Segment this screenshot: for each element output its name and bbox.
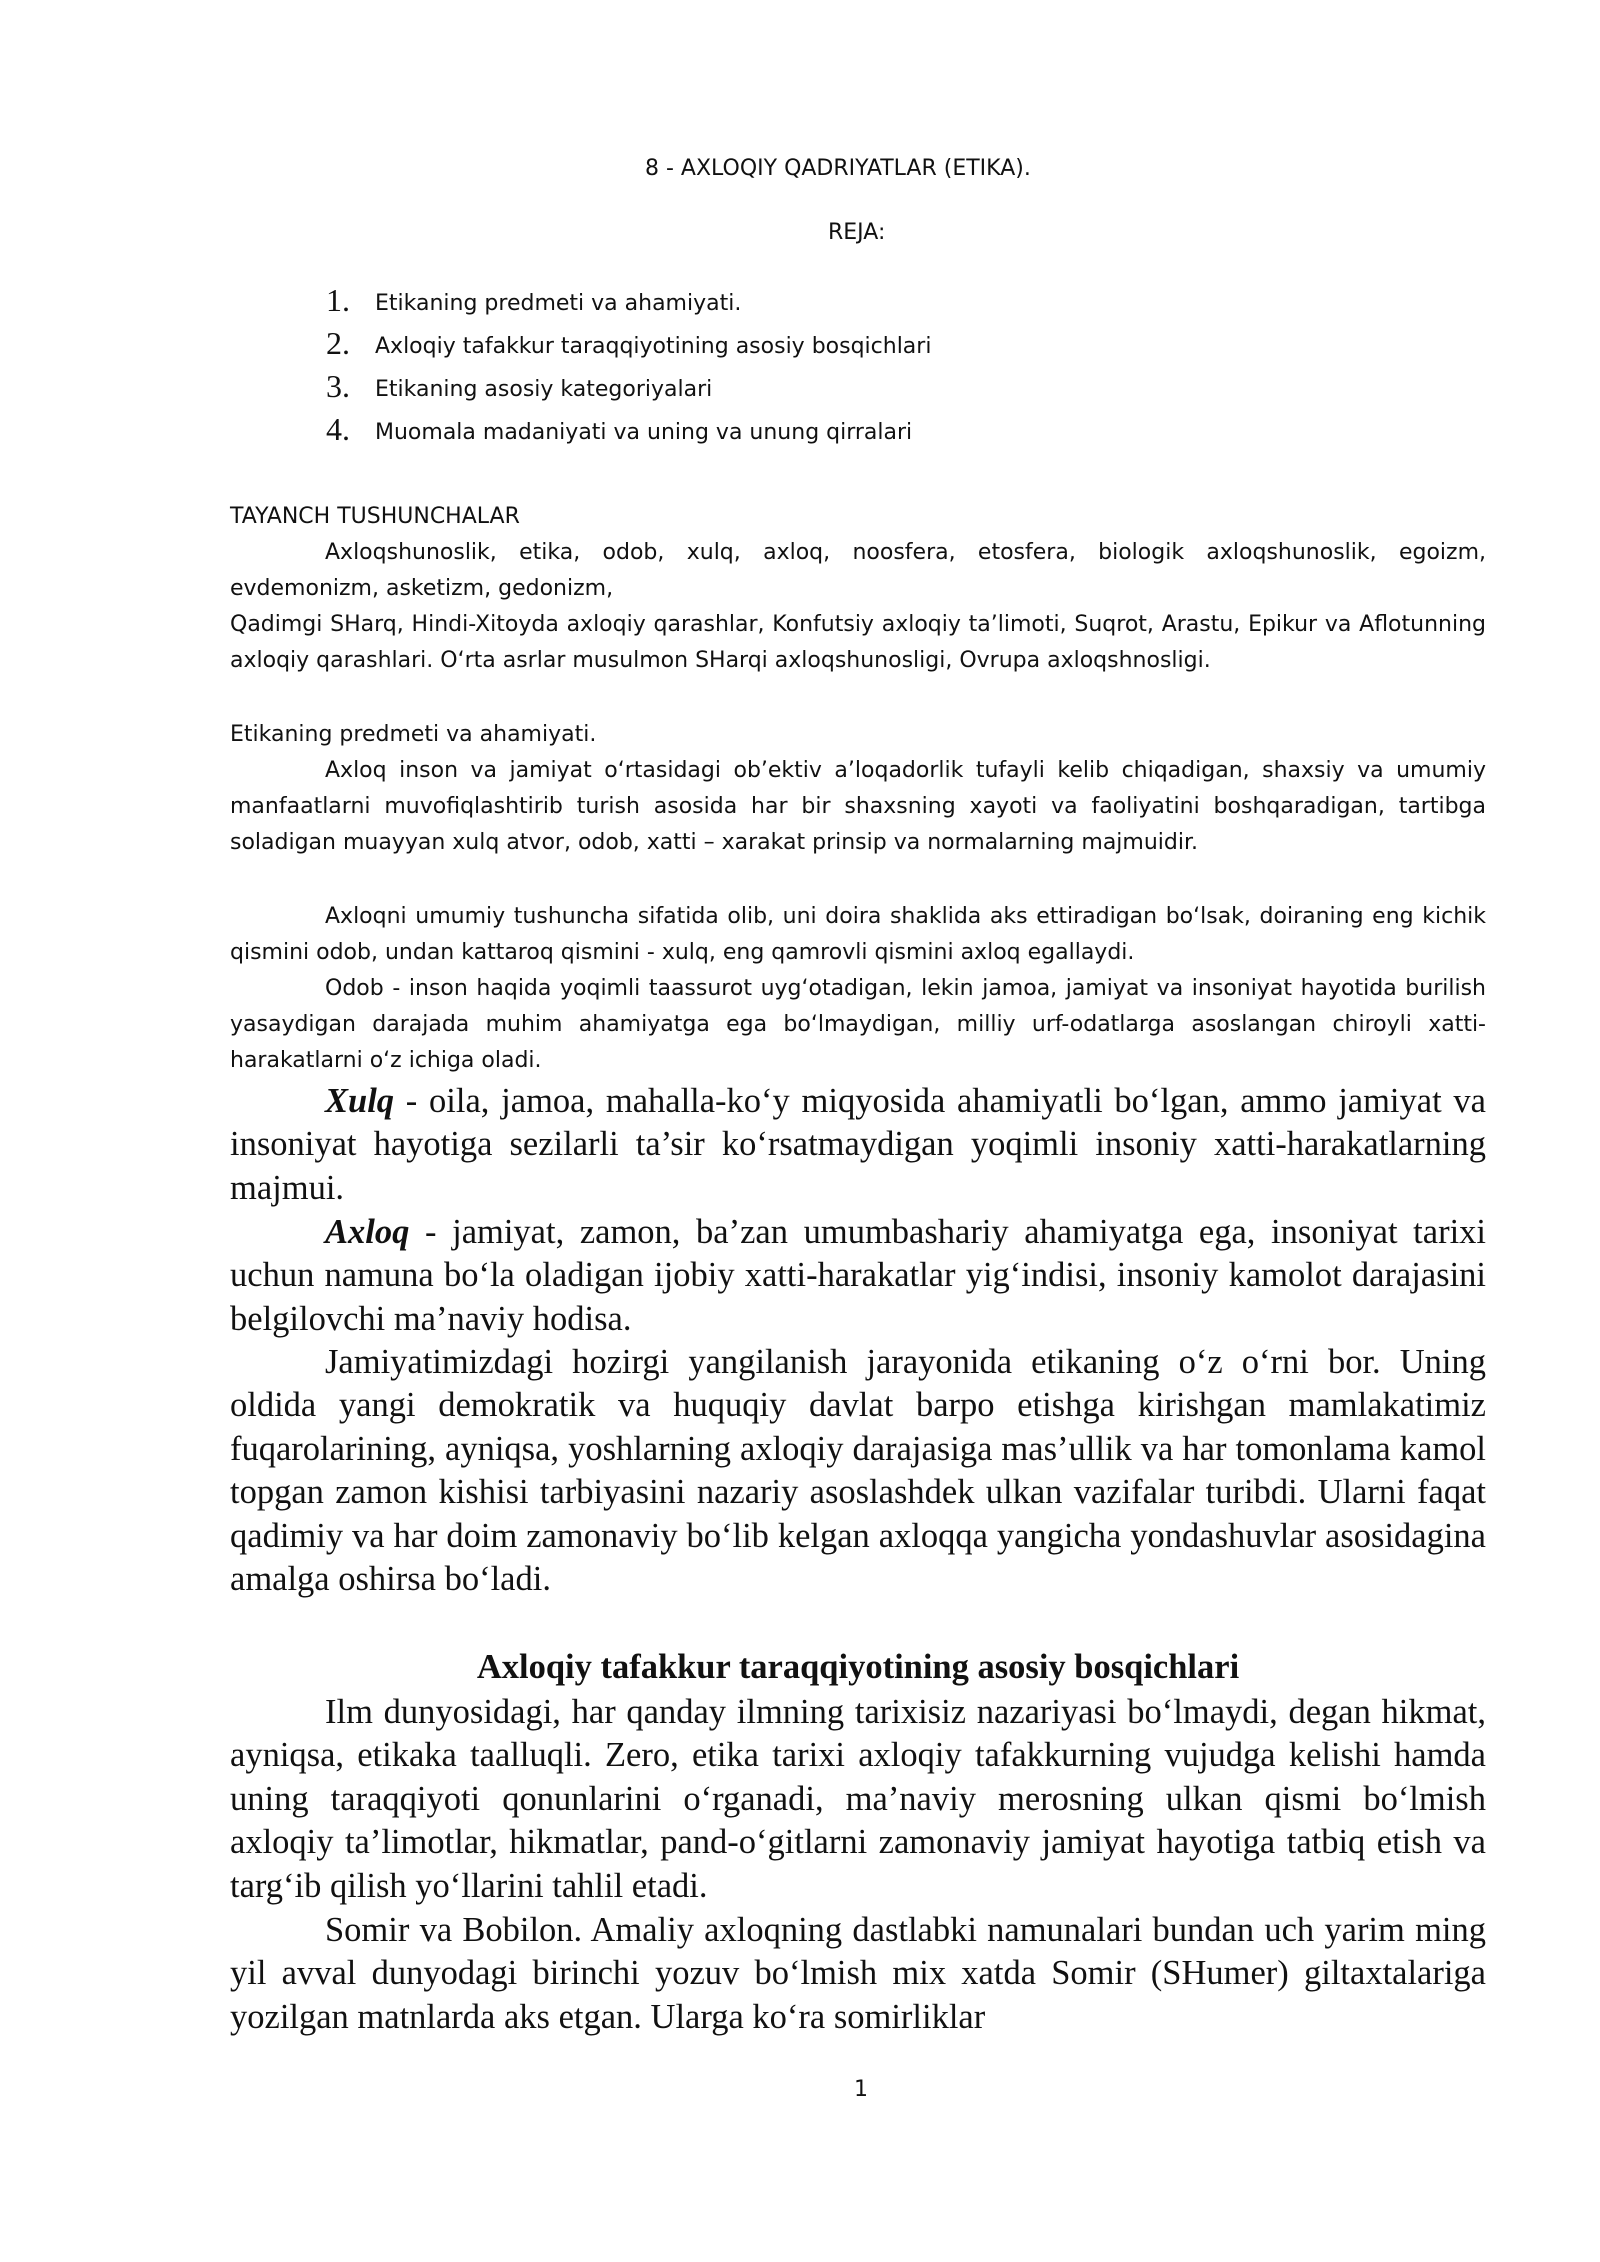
concepts-heading: TAYANCH TUSHUNCHALAR	[230, 504, 520, 529]
concepts-paragraph: Axloqshunoslik, etika, odob, xulq, axloq, noosfera, etosfera, biologik axloqshunoslik, egoizm, evdemonizm, asketizm, gedonizm,	[230, 540, 1486, 601]
page-number: 1	[854, 2077, 868, 2102]
body-paragraph: Jamiyatimizdagi hozirgi yangilanish jarayonida etikaning o‘z o‘rni bor. Uning oldida yangi demokratik va huquqiy davlat barpo etishga kirishgan mamlakatimiz fuqarolarining, ayniqsa, yoshlarning axloqiy darajasiga mas’ullik va har tomonlama kamol topgan zamon kishisi tarbiyasini nazariy asoslashdek ulkan vazifalar turibdi. Ularni faqat qadimiy va har doim zamonaviy bo‘lib kelgan axloqqa yangicha yondashuvlar asosidagina amalga oshirsa bo‘ladi.	[230, 1343, 1486, 1599]
definition-paragraph	[230, 1080, 1486, 1210]
body-paragraph: Odob - inson haqida yoqimli taassurot uyg‘otadigan, lekin jamoa, jamiyat va insoniyat hayotida burilish yasaydigan darajada muhim ahamiyatga ega bo‘lmaydigan, milliy urf-odatlarga asoslangan chiroyli xatti-harakatlarni o‘z ichiga oladi.	[230, 976, 1486, 1073]
plan-item-text: Muomala madaniyati va uning va unung qirralari	[375, 420, 913, 445]
plan-item-text: Etikaning asosiy kategoriyalari	[375, 377, 713, 402]
plan-item-text: Etikaning predmeti va ahamiyati.	[375, 291, 742, 316]
body-paragraph: Somir va Bobilon. Amaliy axloqning dastlabki namunalari bundan uch yarim ming yil avval dunyodagi birinchi yozuv bo‘lmish mix xatda Somir (SHumer) giltaxtalariga yozilgan matnlarda aks etgan. Ularga ko‘ra somirliklar	[230, 1911, 1486, 2036]
document-title: 8 - AXLOQIY QADRIYATLAR (ETIKA).	[645, 156, 1031, 181]
plan-item-text: Axloqiy tafakkur taraqqiyotining asosiy bosqichlari	[375, 334, 932, 359]
plan-item-number: 4.	[326, 411, 350, 447]
concepts-paragraph: Qadimgi SHarq, Hindi-Xitoyda axloqiy qarashlar, Konfutsiy axloqiy ta’limoti, Suqrot, Arastu, Epikur va Aflotunning axloqiy qarashlari. O‘rta asrlar musulmon SHarqi axloqshunosligi, Ovrupa axloqshnosligi.	[230, 612, 1486, 673]
section-heading: Etikaning predmeti va ahamiyati.	[230, 722, 597, 747]
defined-term: Axloq	[325, 1213, 410, 1251]
plan-item-number: 1.	[326, 282, 350, 318]
plan-item-number: 2.	[326, 325, 350, 361]
definition-text: - oila, jamoa, mahalla-ko‘y miqyosida ahamiyatli bo‘lgan, ammo jamiyat va insoniyat hayotiga sezilarli ta’sir ko‘rsatmaydigan yoqimli insoniy xatti-harakatlarning majmui.	[230, 1082, 1486, 1207]
body-paragraph: Axloqni umumiy tushuncha sifatida olib, uni doira shaklida aks ettiradigan bo‘lsak, doiraning eng kichik qismini odob, undan kattaroq qismini - xulq, eng qamrovli qismini axloq egallaydi.	[230, 904, 1486, 965]
defined-term: Xulq	[325, 1082, 395, 1120]
body-paragraph: Ilm dunyosidagi, har qanday ilmning tarixisiz nazariyasi bo‘lmaydi, degan hikmat, ayniqsa, etikaka taalluqli. Zero, etika tarixi axloqiy tafakkurning vujudga kelishi hamda uning taraqqiyoti qonunlarini o‘rganadi, ma’naviy merosning ulkan qismi bo‘lmish axloqiy ta’limotlar, hikmatlar, pand-o‘gitlarni zamonaviy jamiyat hayotiga tatbiq etish va targ‘ib qilish yo‘llarini tahlil etadi.	[230, 1693, 1486, 1905]
definition-text: - jamiyat, zamon, ba’zan umumbashariy ahamiyatga ega, insoniyat tarixi uchun namuna bo‘la oladigan ijobiy xatti-harakatlar yig‘indisi, insoniy kamolot darajasini belgilovchi ma’naviy hodisa.	[230, 1213, 1486, 1338]
plan-heading: REJA:	[828, 220, 886, 245]
definition-paragraph	[230, 1211, 1486, 1341]
body-paragraph: Axloq inson va jamiyat o‘rtasidagi ob’ektiv a’loqadorlik tufayli kelib chiqadigan, shaxsiy va umumiy manfaatlarni muvofiqlashtirib turish asosida har bir shaxsning xayoti va faoliyatini boshqaradigan, tartibga soladigan muayyan xulq atvor, odob, xatti – xarakat prinsip va normalarning majmuidir.	[230, 758, 1486, 855]
section-heading: Axloqiy tafakkur taraqqiyotining asosiy bosqichlari	[476, 1648, 1240, 1686]
plan-item-number: 3.	[326, 368, 350, 404]
